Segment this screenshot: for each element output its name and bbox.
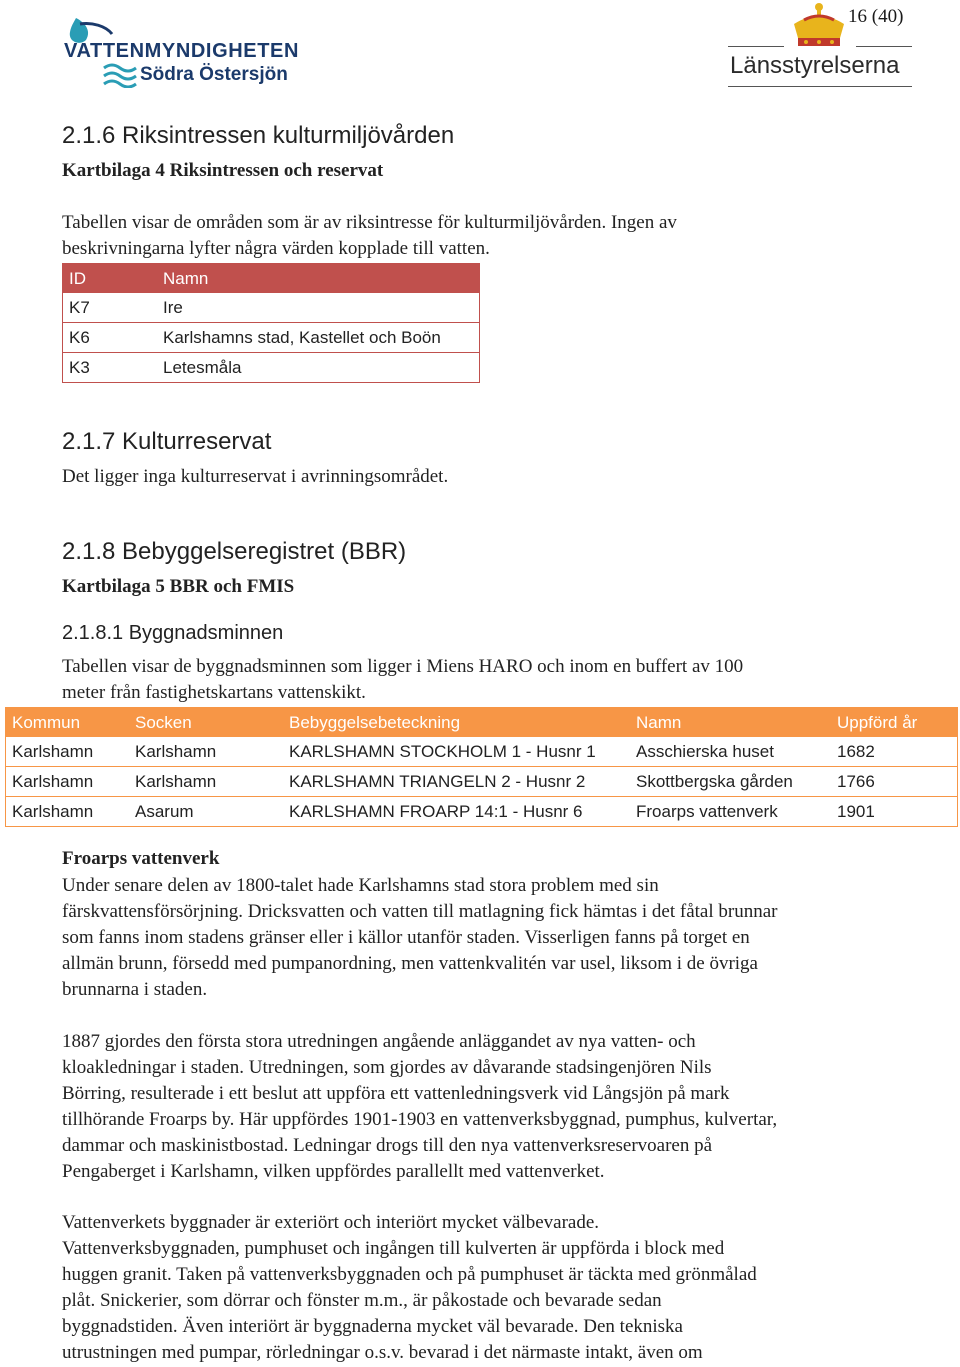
cell-id: K7 bbox=[63, 293, 158, 323]
paragraph-2-1-7: Det ligger inga kulturreservat i avrinningsområdet. bbox=[62, 466, 449, 487]
org-title: VATTENMYNDIGHETEN bbox=[64, 40, 300, 62]
paragraph-2-1-6-line2: beskrivningarna lyfter några värden kopplade till vatten. bbox=[62, 238, 490, 259]
text-line: utrustningen med pumpar, rörledningar o.s.v. bevarad i det närmaste intakt, även om bbox=[62, 1342, 703, 1363]
text-line: färskvattensförsörjning. Dricksvatten och vatten till matlagning fick hämtas i det fåtal brunnar bbox=[62, 901, 778, 922]
heading-2-1-7: 2.1.7 Kulturreservat bbox=[62, 428, 272, 455]
text-line: som fanns inom stadens gränser eller i källor utanför staden. Visserligen fanns på torget en bbox=[62, 927, 750, 948]
heading-2-1-8: 2.1.8 Bebyggelseregistret (BBR) bbox=[62, 538, 407, 565]
heading-2-1-6: 2.1.6 Riksintressen kulturmiljövården bbox=[62, 122, 455, 149]
cell-namn: Asschierska huset bbox=[630, 737, 831, 767]
text-line: huggen granit. Taken på vattenverksbyggnaden och på pumphuset är täckta med grönmålad bbox=[62, 1264, 757, 1285]
text-line: Vattenverkets byggnader är exteriört och interiört mycket välbevarade. bbox=[62, 1212, 600, 1233]
text-line: brunnarna i staden. bbox=[62, 979, 208, 1000]
cell-kommun: Karlshamn bbox=[6, 737, 130, 767]
cell-namn: Froarps vattenverk bbox=[630, 797, 831, 827]
riksintresse-table bbox=[62, 263, 480, 383]
heading-2-1-8-1: 2.1.8.1 Byggnadsminnen bbox=[62, 622, 284, 644]
logo-divider-left bbox=[728, 46, 784, 47]
text-line: Vattenverksbyggnaden, pumphuset och ingången till kulverten är uppförda i block med bbox=[62, 1238, 725, 1259]
cell-socken: Asarum bbox=[129, 797, 283, 827]
map-reference-4: Kartbilaga 4 Riksintressen och reservat bbox=[62, 160, 384, 181]
cell-socken: Karlshamn bbox=[129, 737, 283, 767]
logo-divider-right bbox=[856, 46, 912, 47]
cell-kommun: Karlshamn bbox=[6, 767, 130, 797]
cell-beteckning: KARLSHAMN TRIANGELN 2 - Husnr 2 bbox=[283, 767, 630, 797]
wave-icon bbox=[102, 62, 138, 88]
cell-beteckning: KARLSHAMN STOCKHOLM 1 - Husnr 1 bbox=[283, 737, 630, 767]
text-line: tillhörande Froarps by. Här uppfördes 1901-1903 en vattenverksbyggnad, pumphus, kulvertar, bbox=[62, 1109, 778, 1130]
cell-year: 1682 bbox=[831, 737, 958, 767]
text-line: dammar och maskinistbostad. Ledningar drogs till den nya vattenverksreservoaren på bbox=[62, 1135, 713, 1156]
table-header-row bbox=[6, 708, 958, 738]
froarps-paragraph-2 bbox=[62, 1029, 777, 1185]
text-line: Pengaberget i Karlshamn, vilken uppfördes parallellt med vattenverket. bbox=[62, 1161, 605, 1182]
table-row bbox=[63, 293, 480, 323]
table-row bbox=[63, 323, 480, 353]
cell-year: 1766 bbox=[831, 767, 958, 797]
text-line: byggnadstiden. Även interiört är byggnaderna mycket väl bevarade. Den tekniska bbox=[62, 1316, 683, 1337]
byggnadsminnen-table bbox=[5, 707, 958, 827]
paragraph-2-1-8-line2: meter från fastighetskartans vattenskikt. bbox=[62, 682, 366, 703]
cell-namn: Letesmåla bbox=[157, 353, 480, 383]
cell-socken: Karlshamn bbox=[129, 767, 283, 797]
table-row bbox=[63, 353, 480, 383]
table-header-row bbox=[63, 264, 480, 294]
cell-id: K3 bbox=[63, 353, 158, 383]
cell-beteckning: KARLSHAMN FROARP 14:1 - Husnr 6 bbox=[283, 797, 630, 827]
column-header-kommun: Kommun bbox=[6, 708, 130, 738]
table-row bbox=[6, 737, 958, 767]
cell-year: 1901 bbox=[831, 797, 958, 827]
page-number: 16 (40) bbox=[848, 6, 904, 27]
column-header-bebyggelsebeteckning: Bebyggelsebeteckning bbox=[283, 708, 630, 738]
cell-namn: Karlshamns stad, Kastellet och Boön bbox=[157, 323, 480, 353]
lansstyrelserna-logo bbox=[726, 0, 916, 90]
cell-id: K6 bbox=[63, 323, 158, 353]
column-header-uppford-ar: Uppförd år bbox=[831, 708, 958, 738]
table-row bbox=[6, 767, 958, 797]
table-row bbox=[6, 797, 958, 827]
vattenmyndigheten-logo bbox=[62, 16, 322, 88]
paragraph-2-1-6-line1: Tabellen visar de områden som är av riksintresse för kulturmiljövården. Ingen av bbox=[62, 212, 677, 233]
column-header-namn: Namn bbox=[630, 708, 831, 738]
map-reference-5: Kartbilaga 5 BBR och FMIS bbox=[62, 576, 295, 597]
text-line: allmän brunn, försedd med pumpanordning, men vattenkvalitén var usel, liksom i de övriga bbox=[62, 953, 758, 974]
column-header-id: ID bbox=[63, 264, 158, 294]
text-line: kloakledningar i staden. Utredningen, som gjordes av dåvarande stadsingenjören Nils bbox=[62, 1057, 712, 1078]
logo-underline bbox=[728, 86, 912, 87]
text-line: plåt. Snickerier, som dörrar och fönster m.m., är påkostade och bevarade sedan bbox=[62, 1290, 662, 1311]
column-header-namn: Namn bbox=[157, 264, 480, 294]
froarps-paragraph-3 bbox=[62, 1210, 757, 1366]
cell-namn: Ire bbox=[157, 293, 480, 323]
text-line: Börring, resulterade i ett beslut att uppföra ett vattenledningsverk vid Långsjön på mark bbox=[62, 1083, 730, 1104]
froarps-title: Froarps vattenverk bbox=[62, 848, 220, 869]
cell-kommun: Karlshamn bbox=[6, 797, 130, 827]
org2-name: Länsstyrelserna bbox=[730, 52, 900, 79]
cell-namn: Skottbergska gården bbox=[630, 767, 831, 797]
text-line: Under senare delen av 1800-talet hade Karlshamns stad stora problem med sin bbox=[62, 875, 659, 896]
paragraph-2-1-8-line1: Tabellen visar de byggnadsminnen som ligger i Miens HARO och inom en buffert av 100 bbox=[62, 656, 744, 677]
org-subtitle: Södra Östersjön bbox=[140, 64, 288, 85]
froarps-paragraph-1 bbox=[62, 873, 777, 1003]
column-header-socken: Socken bbox=[129, 708, 283, 738]
crown-icon bbox=[790, 2, 848, 48]
text-line: 1887 gjordes den första stora utredningen angående anläggandet av nya vatten- och bbox=[62, 1031, 696, 1052]
